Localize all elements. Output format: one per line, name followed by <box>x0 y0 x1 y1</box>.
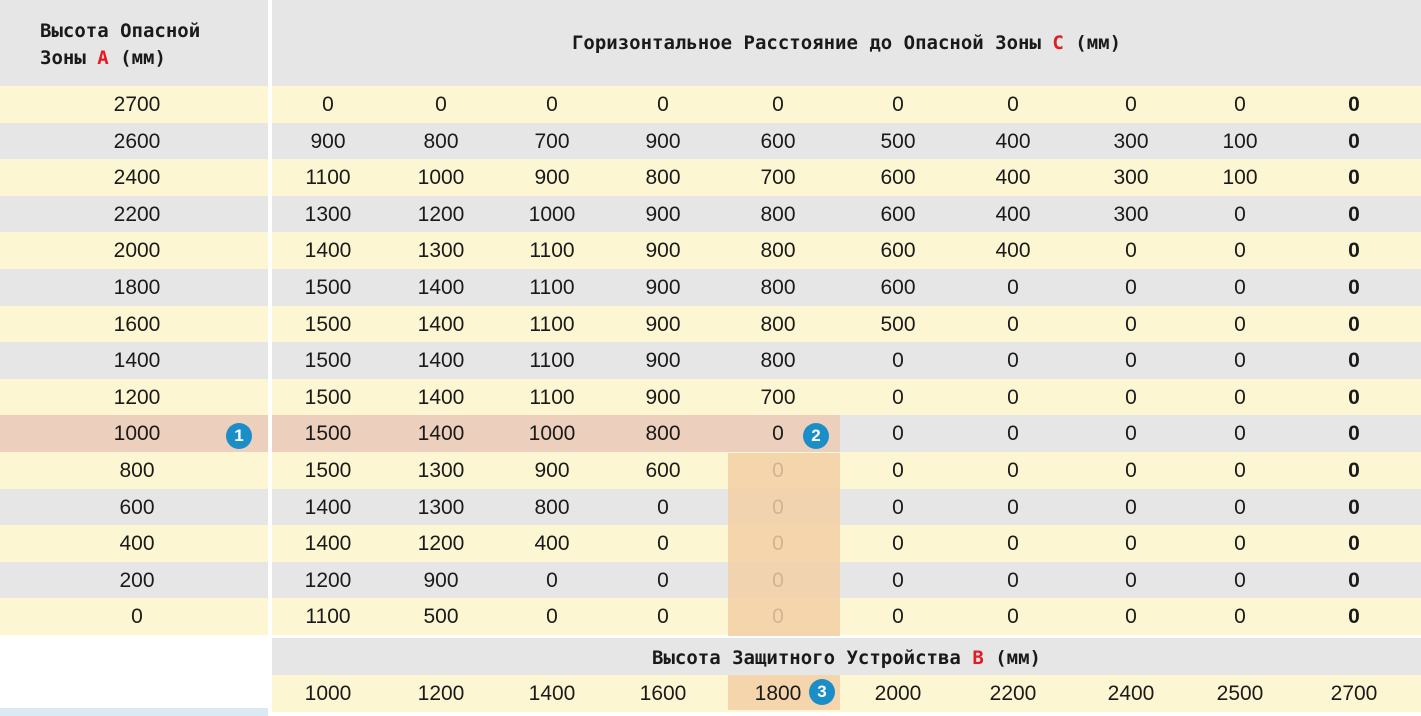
height-cell: 600 <box>119 496 155 519</box>
distance-cell: 1400 <box>417 313 465 336</box>
distance-cell: 0 <box>1234 93 1246 116</box>
distance-cell: 0 <box>657 93 669 116</box>
distance-cell: 100 <box>1222 166 1258 189</box>
distance-cell: 0 <box>1348 569 1360 592</box>
table-row <box>0 415 1421 452</box>
distance-cell: 1300 <box>417 459 465 482</box>
distance-cell: 1500 <box>304 313 352 336</box>
device-height-cell: 2400 <box>1107 682 1155 705</box>
distance-cell: 0 <box>1348 349 1360 372</box>
table-row <box>0 342 1421 379</box>
table-row <box>0 525 1421 562</box>
distance-cell: 0 <box>1007 276 1019 299</box>
device-height-cell: 2200 <box>989 682 1037 705</box>
distance-cell: 0 <box>892 349 904 372</box>
distance-cell: 1500 <box>304 276 352 299</box>
row-divider <box>268 232 272 269</box>
distance-cell: 1500 <box>304 349 352 372</box>
distance-cell: 1400 <box>304 532 352 555</box>
header-main-unit: (мм) <box>1075 32 1122 54</box>
distance-cell: 1400 <box>417 276 465 299</box>
distance-cell: 800 <box>534 496 570 519</box>
distance-cell: 0 <box>1007 569 1019 592</box>
height-cell: 0 <box>131 605 143 628</box>
distance-cell: 0 <box>1234 569 1246 592</box>
device-height-cell: 2000 <box>874 682 922 705</box>
distance-cell: 0 <box>657 532 669 555</box>
distance-cell: 900 <box>645 313 681 336</box>
marker-badge-2: 2 <box>803 423 829 449</box>
distance-cell: 1000 <box>417 166 465 189</box>
distance-cell: 0 <box>1234 276 1246 299</box>
header-left-line1: Высота Опасной <box>40 20 201 42</box>
header-main-title <box>272 30 1421 57</box>
distance-cell: 0 <box>1348 532 1360 555</box>
distance-cell: 0 <box>1125 605 1137 628</box>
distance-cell: 0 <box>1007 459 1019 482</box>
distance-cell: 0 <box>1234 386 1246 409</box>
row-divider <box>268 123 272 160</box>
distance-cell: 400 <box>995 203 1031 226</box>
height-cell: 2700 <box>113 93 161 116</box>
distance-cell: 100 <box>1222 130 1258 153</box>
header-main-letter: C <box>1052 32 1064 54</box>
distance-cell: 0 <box>892 459 904 482</box>
distance-cell: 800 <box>760 349 796 372</box>
distance-cell: 500 <box>880 130 916 153</box>
header-left-label <box>40 18 200 72</box>
device-height-cell: 1200 <box>417 682 465 705</box>
device-height-cell: 2500 <box>1216 682 1264 705</box>
distance-cell: 800 <box>760 239 796 262</box>
distance-cell: 0 <box>546 605 558 628</box>
height-cell: 1400 <box>113 349 161 372</box>
distance-cell: 0 <box>1348 166 1360 189</box>
distance-cell: 0 <box>1234 313 1246 336</box>
table-row <box>0 159 1421 196</box>
distance-cell: 0 <box>1125 569 1137 592</box>
distance-cell: 800 <box>760 276 796 299</box>
height-cell: 2400 <box>113 166 161 189</box>
distance-cell: 600 <box>880 239 916 262</box>
distance-cell: 1100 <box>529 349 575 372</box>
distance-cell: 400 <box>995 239 1031 262</box>
distance-cell: 1400 <box>417 386 465 409</box>
distance-cell: 1100 <box>529 239 575 262</box>
distance-cell: 800 <box>645 422 681 445</box>
device-height-cell: 1400 <box>528 682 576 705</box>
height-cell: 200 <box>119 569 155 592</box>
device-height-cell: 1000 <box>304 682 352 705</box>
distance-cell: 700 <box>534 130 570 153</box>
bottom-left-accent <box>0 708 268 716</box>
distance-cell: 900 <box>534 166 570 189</box>
height-cell: 400 <box>119 532 155 555</box>
distance-cell: 500 <box>880 313 916 336</box>
distance-cell: 300 <box>1113 166 1149 189</box>
height-cell: 800 <box>119 459 155 482</box>
row-divider <box>268 562 272 599</box>
distance-cell: 0 <box>1125 313 1137 336</box>
distance-cell: 0 <box>657 605 669 628</box>
distance-cell: 1100 <box>529 276 575 299</box>
table-row <box>0 196 1421 233</box>
row-divider <box>268 306 272 343</box>
distance-cell: 600 <box>880 166 916 189</box>
table-row <box>0 598 1421 635</box>
table-row <box>0 232 1421 269</box>
distance-cell: 0 <box>892 93 904 116</box>
distance-cell: 500 <box>423 605 459 628</box>
device-height-cell: 2700 <box>1330 682 1378 705</box>
distance-cell: 800 <box>423 130 459 153</box>
distance-cell: 1100 <box>305 166 351 189</box>
distance-cell: 0 <box>1007 349 1019 372</box>
distance-cell: 300 <box>1113 203 1149 226</box>
device-height-cell: 1800 <box>754 682 802 705</box>
distance-cell: 0 <box>892 605 904 628</box>
distance-cell: 600 <box>880 203 916 226</box>
table-row <box>0 123 1421 160</box>
row-divider <box>268 196 272 233</box>
distance-cell: 1100 <box>529 313 575 336</box>
header-left-letter: A <box>97 47 109 69</box>
footer-title-unit: (мм) <box>995 647 1041 669</box>
row-divider <box>268 452 272 489</box>
distance-cell: 0 <box>1125 532 1137 555</box>
distance-cell: 1400 <box>304 239 352 262</box>
device-height-cell: 1600 <box>639 682 687 705</box>
distance-cell: 1200 <box>304 569 352 592</box>
distance-cell: 1200 <box>417 203 465 226</box>
distance-cell: 900 <box>645 386 681 409</box>
distance-cell: 700 <box>760 386 796 409</box>
distance-cell: 0 <box>1125 93 1137 116</box>
distance-cell: 700 <box>760 166 796 189</box>
distance-cell: 300 <box>1113 130 1149 153</box>
height-cell: 2200 <box>113 203 161 226</box>
distance-cell: 0 <box>772 93 784 116</box>
distance-cell: 0 <box>772 422 784 445</box>
distance-cell: 0 <box>1348 313 1360 336</box>
distance-cell: 0 <box>1125 276 1137 299</box>
distance-cell: 0 <box>546 569 558 592</box>
distance-cell: 800 <box>645 166 681 189</box>
distance-cell: 900 <box>645 130 681 153</box>
row-divider <box>268 159 272 196</box>
distance-cell: 800 <box>760 313 796 336</box>
distance-cell: 1500 <box>304 386 352 409</box>
table-row <box>0 562 1421 599</box>
distance-cell: 1400 <box>304 496 352 519</box>
header-left-line2 <box>40 45 200 72</box>
distance-cell: 0 <box>1125 386 1137 409</box>
distance-cell: 0 <box>435 93 447 116</box>
distance-cell: 0 <box>1348 276 1360 299</box>
distance-cell: 0 <box>322 93 334 116</box>
column-highlight <box>728 453 840 636</box>
distance-cell: 0 <box>1234 532 1246 555</box>
table-row <box>0 452 1421 489</box>
height-cell: 1600 <box>113 313 161 336</box>
header-main-prefix: Горизонтальное Расстояние до Опасной Зоны <box>571 32 1041 54</box>
table-row <box>0 489 1421 526</box>
distance-cell: 0 <box>1125 349 1137 372</box>
row-divider <box>268 489 272 526</box>
distance-cell: 0 <box>1348 605 1360 628</box>
table-row <box>0 269 1421 306</box>
distance-cell: 1300 <box>304 203 352 226</box>
distance-cell: 0 <box>1348 93 1360 116</box>
distance-cell: 1400 <box>417 422 465 445</box>
distance-cell: 800 <box>760 203 796 226</box>
distance-cell: 0 <box>546 93 558 116</box>
distance-cell: 0 <box>1234 459 1246 482</box>
distance-cell: 1300 <box>417 239 465 262</box>
marker-badge-1: 1 <box>226 423 252 449</box>
distance-cell: 600 <box>645 459 681 482</box>
table-row <box>0 306 1421 343</box>
distance-cell: 0 <box>892 422 904 445</box>
height-cell: 2000 <box>113 239 161 262</box>
height-cell: 1200 <box>113 386 161 409</box>
distance-cell: 0 <box>1348 386 1360 409</box>
distance-cell: 400 <box>995 166 1031 189</box>
distance-cell: 1000 <box>528 203 576 226</box>
distance-cell: 0 <box>1234 422 1246 445</box>
distance-cell: 900 <box>534 459 570 482</box>
distance-cell: 1500 <box>304 459 352 482</box>
distance-cell: 600 <box>760 130 796 153</box>
distance-cell: 0 <box>1007 532 1019 555</box>
distance-cell: 0 <box>1007 605 1019 628</box>
distance-cell: 0 <box>1234 203 1246 226</box>
distance-cell: 0 <box>1348 130 1360 153</box>
distance-cell: 0 <box>1007 496 1019 519</box>
footer-title <box>272 645 1421 672</box>
distance-cell: 0 <box>1348 459 1360 482</box>
row-divider <box>268 269 272 306</box>
distance-cell: 0 <box>1348 496 1360 519</box>
distance-cell: 900 <box>645 349 681 372</box>
distance-cell: 0 <box>1348 203 1360 226</box>
header-left-prefix: Зоны <box>40 47 86 69</box>
row-divider <box>268 598 272 635</box>
distance-cell: 0 <box>892 386 904 409</box>
footer-title-letter: B <box>972 647 984 669</box>
distance-cell: 1400 <box>417 349 465 372</box>
row-divider <box>268 379 272 416</box>
table-row <box>0 379 1421 416</box>
distance-cell: 0 <box>1348 239 1360 262</box>
distance-cell: 0 <box>1007 422 1019 445</box>
height-cell: 1800 <box>113 276 161 299</box>
distance-cell: 900 <box>423 569 459 592</box>
distance-cell: 900 <box>645 276 681 299</box>
distance-cell: 0 <box>1125 239 1137 262</box>
distance-cell: 0 <box>657 496 669 519</box>
distance-cell: 1000 <box>528 422 576 445</box>
distance-cell: 1100 <box>529 386 575 409</box>
distance-cell: 0 <box>1007 313 1019 336</box>
distance-cell: 900 <box>645 239 681 262</box>
height-cell: 2600 <box>113 130 161 153</box>
row-divider <box>268 86 272 123</box>
row-divider <box>268 342 272 379</box>
distance-cell: 0 <box>1125 496 1137 519</box>
footer-title-prefix: Высота Защитного Устройства <box>652 647 961 669</box>
distance-cell: 0 <box>657 569 669 592</box>
distance-cell: 1300 <box>417 496 465 519</box>
distance-cell: 0 <box>1007 386 1019 409</box>
row-divider <box>268 525 272 562</box>
distance-cell: 0 <box>1125 459 1137 482</box>
distance-cell: 1100 <box>305 605 351 628</box>
distance-cell: 1500 <box>304 422 352 445</box>
distance-cell: 0 <box>892 532 904 555</box>
distance-cell: 900 <box>310 130 346 153</box>
distance-cell: 0 <box>1234 605 1246 628</box>
distance-cell: 0 <box>1125 422 1137 445</box>
height-cell: 1000 <box>113 422 161 445</box>
distance-cell: 900 <box>645 203 681 226</box>
distance-cell: 1200 <box>417 532 465 555</box>
distance-cell: 0 <box>1234 239 1246 262</box>
distance-cell: 0 <box>892 569 904 592</box>
distance-cell: 0 <box>1007 93 1019 116</box>
table-row <box>0 86 1421 123</box>
distance-cell: 400 <box>995 130 1031 153</box>
distance-cell: 0 <box>1348 422 1360 445</box>
distance-cell: 400 <box>534 532 570 555</box>
marker-badge-3: 3 <box>809 679 835 705</box>
header-left-unit: (мм) <box>120 47 166 69</box>
distance-cell: 0 <box>892 496 904 519</box>
distance-cell: 0 <box>1234 496 1246 519</box>
distance-cell: 600 <box>880 276 916 299</box>
distance-cell: 0 <box>1234 349 1246 372</box>
